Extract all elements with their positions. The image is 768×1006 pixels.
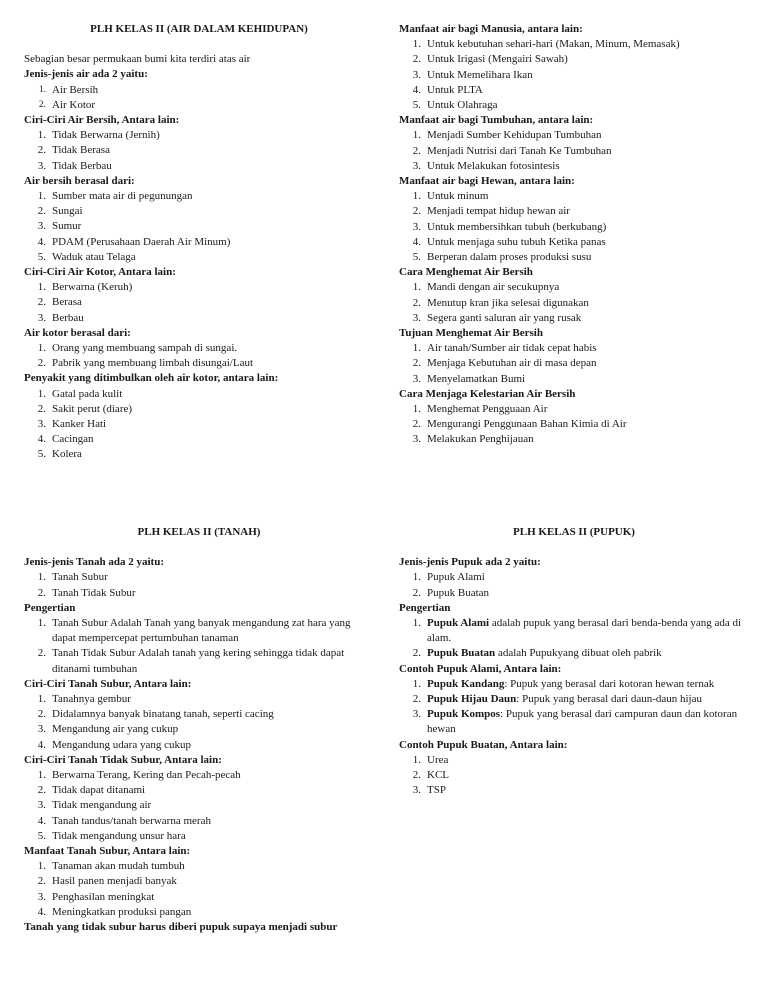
list-item-text: Tidak mengandung unsur hara bbox=[52, 829, 186, 842]
list-item bbox=[24, 432, 374, 447]
list-item-text: Untuk Irigasi (Mengairi Sawah) bbox=[427, 53, 568, 66]
list-item-text: Gatal pada kulit bbox=[52, 387, 123, 400]
term-description: TSP bbox=[427, 784, 446, 797]
list-number: 1. bbox=[412, 129, 421, 142]
list-item-text: Sumber mata air di pegunungan bbox=[52, 190, 193, 203]
section-heading: Tujuan Menghemat Air Bersih bbox=[399, 327, 543, 340]
term-label: Pupuk Alami bbox=[427, 617, 490, 630]
numbered-list bbox=[399, 37, 749, 113]
list-item bbox=[399, 220, 749, 235]
list-item-text: Air tanah/Sumber air tidak cepat habis bbox=[427, 342, 597, 355]
list-number: 2. bbox=[412, 144, 421, 157]
list-number: 1. bbox=[412, 190, 421, 203]
list-item bbox=[24, 890, 374, 905]
list-item bbox=[24, 387, 374, 402]
numbered-list bbox=[399, 616, 749, 662]
term-description: : Pupuk yang berasal dari campuran daun dan kotoran hewan bbox=[427, 708, 738, 736]
list-item bbox=[399, 37, 749, 52]
list-item-text: Berbau bbox=[52, 311, 84, 324]
list-item bbox=[24, 814, 374, 829]
list-item-text: Sumur bbox=[52, 220, 82, 233]
list-item-text: Menutup kran jika selesai digunakan bbox=[427, 296, 589, 309]
list-number: 1. bbox=[37, 769, 46, 782]
list-item-text: Tanaman akan mudah tumbuh bbox=[52, 860, 185, 873]
list-item bbox=[399, 235, 749, 250]
list-number: 1. bbox=[412, 38, 421, 51]
list-item bbox=[399, 98, 749, 113]
air-right-column bbox=[399, 22, 749, 448]
air-left-sections bbox=[24, 67, 374, 462]
list-item bbox=[399, 128, 749, 143]
pupuk-column bbox=[399, 525, 749, 798]
list-item bbox=[24, 204, 374, 219]
list-number: 2. bbox=[37, 708, 46, 721]
numbered-list bbox=[399, 280, 749, 326]
term-description: Urea bbox=[427, 753, 449, 766]
list-number: 2. bbox=[38, 99, 46, 110]
list-item bbox=[24, 692, 374, 707]
list-item-text: Segera ganti saluran air yang rusak bbox=[427, 311, 582, 324]
numbered-list bbox=[24, 692, 374, 753]
list-item bbox=[24, 235, 374, 250]
list-item-text: Tidak Berwarna (Jernih) bbox=[52, 129, 160, 142]
list-item bbox=[24, 189, 374, 204]
list-item bbox=[24, 159, 374, 174]
list-item bbox=[399, 204, 749, 219]
list-number: 3. bbox=[37, 799, 46, 812]
section-heading: Contoh Pupuk Alami, Antara lain: bbox=[399, 662, 562, 675]
list-number: 4. bbox=[37, 235, 46, 248]
term-label: Pupuk Kompos bbox=[427, 708, 501, 721]
list-number: 1. bbox=[37, 617, 46, 630]
list-item-text: Tanah Subur Adalah Tanah yang banyak mengandung zat hara yang dapat mempercepat pertumbuhan tanaman bbox=[52, 617, 351, 645]
list-item bbox=[24, 219, 374, 234]
list-item bbox=[24, 798, 374, 813]
list-item bbox=[399, 417, 749, 432]
list-number: 1. bbox=[37, 281, 46, 294]
list-item bbox=[399, 432, 749, 447]
list-item-text: Meningkatkan produksi pangan bbox=[52, 905, 192, 918]
list-number: 2. bbox=[412, 418, 421, 431]
list-item-text: Tidak dapat ditanami bbox=[52, 784, 146, 797]
list-item-text: Pabrik yang membuang limbah disungai/Laut bbox=[52, 357, 254, 370]
section-heading: Manfaat air bagi Tumbuhan, antara lain: bbox=[399, 114, 594, 127]
list-item-text bbox=[427, 677, 749, 692]
list-number: 3. bbox=[412, 433, 421, 446]
list-item-text bbox=[427, 586, 749, 601]
section-heading: Ciri-Ciri Air Kotor, Antara lain: bbox=[24, 266, 176, 279]
list-item-text: Menjadi Sumber Kehidupan Tumbuhan bbox=[427, 129, 602, 142]
list-item bbox=[24, 341, 374, 356]
numbered-list bbox=[24, 189, 374, 265]
list-item bbox=[399, 768, 749, 783]
list-item-text bbox=[427, 616, 749, 646]
list-item bbox=[24, 447, 374, 462]
list-item bbox=[399, 753, 749, 768]
list-item bbox=[24, 250, 374, 265]
list-item-text: Mengandung air yang cukup bbox=[52, 723, 179, 736]
section-heading: Cara Menghemat Air Bersih bbox=[399, 266, 533, 279]
numbered-list bbox=[399, 753, 749, 799]
pupuk-sections bbox=[399, 555, 749, 798]
numbered-list bbox=[24, 341, 374, 371]
section-heading: Pengertian bbox=[24, 601, 76, 614]
list-item-text: Untuk Melakukan fotosintesis bbox=[427, 159, 560, 172]
list-number: 3. bbox=[37, 220, 46, 233]
list-item-text: Untuk PLTA bbox=[427, 83, 483, 96]
list-item bbox=[399, 68, 749, 83]
list-number: 4. bbox=[412, 83, 421, 96]
list-item-text bbox=[427, 646, 749, 661]
list-number: 2. bbox=[37, 357, 46, 370]
numbered-list bbox=[399, 570, 749, 600]
term-label: Pupuk Hijau Daun bbox=[427, 693, 517, 706]
section-heading: Penyakit yang ditimbulkan oleh air kotor, antara lain: bbox=[24, 372, 279, 385]
list-number: 3. bbox=[37, 418, 46, 431]
list-number: 3. bbox=[412, 372, 421, 385]
list-item bbox=[399, 296, 749, 311]
section-heading: Pengertian bbox=[399, 601, 451, 614]
list-item-text: Tanahnya gembur bbox=[52, 693, 131, 706]
list-number: 2. bbox=[37, 586, 46, 599]
list-item bbox=[24, 874, 374, 889]
section-heading: Jenis-jenis air ada 2 yaitu: bbox=[24, 68, 148, 81]
list-number: 1. bbox=[38, 84, 46, 95]
list-number: 2. bbox=[412, 769, 421, 782]
list-number: 2. bbox=[412, 205, 421, 218]
numbered-list bbox=[399, 677, 749, 738]
list-item-text bbox=[427, 768, 749, 783]
list-item bbox=[399, 83, 749, 98]
list-number: 1. bbox=[412, 571, 421, 584]
list-item-text: Kanker Hati bbox=[52, 418, 107, 431]
list-item bbox=[24, 829, 374, 844]
list-item bbox=[399, 586, 749, 601]
list-item-text: PDAM (Perusahaan Daerah Air Minum) bbox=[52, 235, 231, 248]
list-item-text: Menjadi Nutrisi dari Tanah Ke Tumbuhan bbox=[427, 144, 612, 157]
tanah-closing: Tanah yang tidak subur harus diberi pupuk supaya menjadi subur bbox=[24, 921, 338, 934]
list-item-text: Waduk atau Telaga bbox=[52, 250, 136, 263]
tanah-title: PLH KELAS II (TANAH) bbox=[137, 526, 261, 538]
list-item bbox=[24, 98, 374, 113]
list-item-text: Tidak Berasa bbox=[52, 144, 110, 157]
list-item bbox=[24, 83, 374, 98]
list-number: 3. bbox=[37, 311, 46, 324]
list-item-text: Berwarna Terang, Kering dan Pecah-pecah bbox=[52, 769, 241, 782]
list-number: 2. bbox=[37, 875, 46, 888]
list-item bbox=[24, 646, 374, 676]
list-number: 1. bbox=[412, 617, 421, 630]
list-item bbox=[399, 707, 749, 737]
list-item-text: Berperan dalam proses produksi susu bbox=[427, 251, 592, 264]
list-item bbox=[24, 783, 374, 798]
list-item bbox=[399, 616, 749, 646]
list-number: 3. bbox=[412, 159, 421, 172]
list-number: 3. bbox=[412, 220, 421, 233]
list-item bbox=[24, 356, 374, 371]
list-number: 3. bbox=[37, 159, 46, 172]
list-number: 1. bbox=[412, 281, 421, 294]
list-item-text: Mandi dengan air secukupnya bbox=[427, 281, 560, 294]
list-number: 5. bbox=[412, 251, 421, 264]
list-item bbox=[399, 783, 749, 798]
list-item-text: Air Kotor bbox=[52, 98, 96, 111]
list-item bbox=[24, 128, 374, 143]
list-item bbox=[399, 692, 749, 707]
list-item bbox=[24, 280, 374, 295]
list-item bbox=[399, 570, 749, 585]
air-right-sections bbox=[399, 22, 749, 448]
list-number: 1. bbox=[37, 693, 46, 706]
list-number: 1. bbox=[37, 571, 46, 584]
list-item-text: Sakit perut (diare) bbox=[52, 402, 133, 415]
section-heading: Ciri-Ciri Tanah Tidak Subur, Antara lain: bbox=[24, 753, 222, 766]
list-item bbox=[24, 311, 374, 326]
list-number: 2. bbox=[37, 296, 46, 309]
list-item bbox=[24, 768, 374, 783]
list-item bbox=[399, 52, 749, 67]
numbered-list bbox=[399, 341, 749, 387]
list-number: 3. bbox=[412, 311, 421, 324]
list-number: 2. bbox=[37, 205, 46, 218]
list-item-text: Tidak mengandung air bbox=[52, 799, 152, 812]
list-number: 5. bbox=[37, 250, 46, 263]
section-heading: Contoh Pupuk Buatan, Antara lain: bbox=[399, 738, 568, 751]
list-number: 5. bbox=[37, 829, 46, 842]
list-item bbox=[24, 586, 374, 601]
list-number: 3. bbox=[412, 708, 421, 721]
list-item-text: Melakukan Penghijauan bbox=[427, 433, 534, 446]
list-item-text: Tanah Tidak Subur Adalah tanah yang kering sehingga tidak dapat ditanami tumbuhan bbox=[52, 647, 345, 675]
list-item bbox=[399, 677, 749, 692]
list-number: 3. bbox=[412, 68, 421, 81]
list-item bbox=[399, 341, 749, 356]
section-heading: Air bersih berasal dari: bbox=[24, 174, 135, 187]
list-number: 2. bbox=[412, 357, 421, 370]
term-description: Pupuk Buatan bbox=[427, 586, 490, 599]
list-number: 1. bbox=[37, 860, 46, 873]
list-number: 1. bbox=[412, 753, 421, 766]
list-number: 2. bbox=[412, 693, 421, 706]
list-item bbox=[24, 616, 374, 646]
numbered-list bbox=[399, 402, 749, 448]
list-number: 2. bbox=[412, 647, 421, 660]
air-left-column bbox=[24, 22, 374, 463]
list-item-text: Kolera bbox=[52, 448, 82, 461]
list-item-text: Untuk kebutuhan sehari-hari (Makan, Minum, Memasak) bbox=[427, 38, 680, 51]
list-item-text: Tanah Tidak Subur bbox=[52, 586, 136, 599]
list-item bbox=[399, 280, 749, 295]
numbered-list bbox=[399, 189, 749, 265]
list-item-text bbox=[427, 707, 749, 737]
list-item-text: Menyelamatkan Bumi bbox=[427, 372, 526, 385]
list-item-text: Orang yang membuang sampah di sungai. bbox=[52, 342, 238, 355]
list-item bbox=[24, 570, 374, 585]
list-item-text: Untuk Memelihara Ikan bbox=[427, 68, 533, 81]
list-item bbox=[399, 250, 749, 265]
list-number: 1. bbox=[37, 387, 46, 400]
section-heading: Jenis-jenis Pupuk ada 2 yaitu: bbox=[399, 556, 541, 569]
list-item-text: Didalamnya banyak binatang tanah, seperti cacing bbox=[52, 708, 274, 721]
tanah-sections bbox=[24, 555, 374, 920]
section-heading: Cara Menjaga Kelestarian Air Bersih bbox=[399, 387, 576, 400]
list-item-text: Berwarna (Keruh) bbox=[52, 281, 133, 294]
list-item-text bbox=[427, 753, 749, 768]
numbered-list bbox=[24, 768, 374, 844]
list-number: 1. bbox=[412, 342, 421, 355]
list-number: 1. bbox=[37, 190, 46, 203]
list-number: 2. bbox=[37, 144, 46, 157]
list-item bbox=[399, 311, 749, 326]
list-item-text: Untuk Olahraga bbox=[427, 99, 498, 112]
list-item-text: Untuk minum bbox=[427, 190, 489, 203]
list-number: 3. bbox=[37, 723, 46, 736]
term-label: Pupuk Kandang bbox=[427, 677, 505, 690]
list-item bbox=[399, 646, 749, 661]
section-heading: Manfaat air bagi Manusia, antara lain: bbox=[399, 23, 583, 35]
term-description: Pupuk Alami bbox=[427, 571, 485, 584]
list-number: 4. bbox=[37, 433, 46, 446]
list-item-text: Menjadi tempat hidup hewan air bbox=[427, 205, 570, 218]
list-item bbox=[24, 402, 374, 417]
list-item bbox=[24, 738, 374, 753]
list-item bbox=[24, 417, 374, 432]
term-description: KCL bbox=[427, 769, 449, 782]
list-item bbox=[399, 372, 749, 387]
list-number: 5. bbox=[412, 99, 421, 112]
list-item bbox=[399, 402, 749, 417]
list-number: 2. bbox=[412, 296, 421, 309]
section-heading: Manfaat air bagi Hewan, antara lain: bbox=[399, 175, 575, 188]
term-description: adalah Pupukyang dibuat oleh pabrik bbox=[495, 647, 662, 660]
list-item-text: Hasil panen menjadi banyak bbox=[52, 875, 177, 888]
list-item bbox=[399, 159, 749, 174]
section-heading: Ciri-Ciri Tanah Subur, Antara lain: bbox=[24, 677, 192, 690]
list-item-text: Mengandung udara yang cukup bbox=[52, 738, 191, 751]
list-item-text: Untuk membersihkan tubuh (berkubang) bbox=[427, 220, 607, 233]
list-number: 1. bbox=[37, 342, 46, 355]
list-item-text: Tanah tandus/tanah berwarna merah bbox=[52, 814, 211, 827]
list-number: 3. bbox=[37, 890, 46, 903]
tanah-column bbox=[24, 525, 374, 935]
list-item-text bbox=[427, 570, 749, 585]
numbered-list bbox=[24, 616, 374, 677]
section-heading: Ciri-Ciri Air Bersih, Antara lain: bbox=[24, 114, 180, 127]
list-number: 2. bbox=[37, 647, 46, 660]
list-item bbox=[24, 295, 374, 310]
list-item-text: Untuk menjaga suhu tubuh Ketika panas bbox=[427, 235, 606, 248]
list-number: 2. bbox=[412, 53, 421, 66]
air-title: PLH KELAS II (AIR DALAM KEHIDUPAN) bbox=[90, 23, 308, 35]
list-item-text: Sungai bbox=[52, 205, 83, 218]
list-item bbox=[24, 707, 374, 722]
list-item-text: Mengurangi Penggunaan Bahan Kimia di Air bbox=[427, 418, 627, 431]
list-item bbox=[399, 356, 749, 371]
list-number: 4. bbox=[37, 905, 46, 918]
section-heading: Jenis-jenis Tanah ada 2 yaitu: bbox=[24, 556, 164, 569]
list-number: 1. bbox=[412, 403, 421, 416]
list-number: 4. bbox=[37, 814, 46, 827]
list-item bbox=[399, 189, 749, 204]
list-item-text: Menjaga Kebutuhan air di masa depan bbox=[427, 357, 597, 370]
numbered-list bbox=[24, 83, 374, 113]
pupuk-title: PLH KELAS II (PUPUK) bbox=[513, 526, 635, 538]
list-item bbox=[399, 144, 749, 159]
list-item-text bbox=[427, 783, 749, 798]
list-number: 3. bbox=[412, 784, 421, 797]
numbered-list bbox=[24, 128, 374, 174]
term-description: : Pupuk yang berasal dari daun-daun hijau bbox=[516, 693, 702, 706]
list-item bbox=[24, 859, 374, 874]
numbered-list bbox=[24, 570, 374, 600]
list-number: 4. bbox=[37, 738, 46, 751]
list-item-text: Tidak Berbau bbox=[52, 159, 112, 172]
list-number: 1. bbox=[37, 129, 46, 142]
list-item bbox=[24, 722, 374, 737]
list-number: 4. bbox=[412, 235, 421, 248]
list-number: 5. bbox=[37, 448, 46, 461]
numbered-list bbox=[399, 128, 749, 174]
term-description: : Pupuk yang berasal dari kotoran hewan ternak bbox=[504, 677, 715, 690]
list-item-text: Air Bersih bbox=[52, 83, 99, 96]
list-item-text bbox=[427, 692, 749, 707]
numbered-list bbox=[24, 387, 374, 463]
list-item-text: Penghasilan meningkat bbox=[52, 890, 155, 903]
list-item-text: Cacingan bbox=[52, 433, 94, 446]
list-item-text: Tanah Subur bbox=[52, 571, 108, 584]
numbered-list bbox=[24, 280, 374, 326]
list-number: 2. bbox=[37, 784, 46, 797]
list-item-text: Menghemat Pengguaan Air bbox=[427, 403, 548, 416]
air-intro: Sebagian besar permukaan bumi kita terdiri atas air bbox=[24, 53, 251, 66]
list-number: 1. bbox=[412, 677, 421, 690]
list-number: 2. bbox=[412, 586, 421, 599]
section-heading: Air kotor berasal dari: bbox=[24, 326, 131, 339]
list-item bbox=[24, 905, 374, 920]
section-heading: Manfaat Tanah Subur, Antara lain: bbox=[24, 845, 191, 858]
term-description: adalah pupuk yang berasal dari benda-benda yang ada di alam. bbox=[427, 617, 742, 645]
list-item bbox=[24, 143, 374, 158]
list-number: 2. bbox=[37, 402, 46, 415]
numbered-list bbox=[24, 859, 374, 920]
list-item-text: Berasa bbox=[52, 296, 82, 309]
term-label: Pupuk Buatan bbox=[427, 647, 496, 660]
